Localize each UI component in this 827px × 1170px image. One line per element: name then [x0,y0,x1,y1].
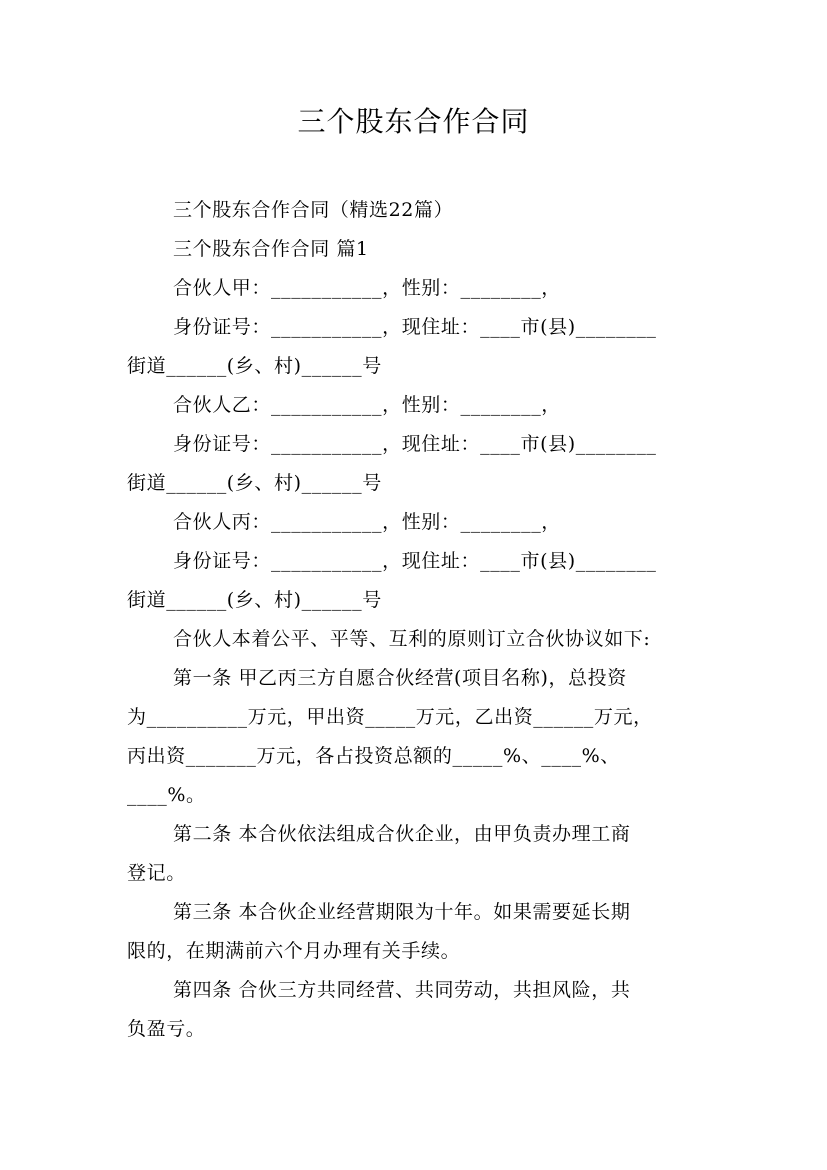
document-title: 三个股东合作合同 [297,105,530,138]
article-4-line-2: 负盈亏。 [127,1018,206,1040]
section-heading: 三个股东合作合同 篇1 [173,238,369,260]
article-1-line-3: 丙出资_______万元，各占投资总额的_____%、____%、 [127,745,620,767]
article-1-line-1: 第一条 甲乙丙三方自愿合伙经营(项目名称)，总投资 [173,667,627,689]
subtitle-line: 三个股东合作合同（精选22篇） [173,199,454,221]
article-4-line-1: 第四条 合伙三方共同经营、共同劳动，共担风险，共 [173,979,631,1001]
article-1-line-4: ____%。 [127,784,206,806]
partner-c-street-line: 街道______(乡、村)______号 [127,589,382,611]
partner-c-id-line: 身份证号：___________，现住址：____市(县)________ [173,550,657,572]
article-1-line-2: 为__________万元，甲出资_____万元，乙出资______万元， [127,706,653,728]
article-3-line-2: 限的，在期满前六个月办理有关手续。 [127,940,461,962]
article-2-line-1: 第二条 本合伙依法组成合伙企业，由甲负责办理工商 [173,823,631,845]
agreement-intro-line: 合伙人本着公平、平等、互利的原则订立合伙协议如下: [173,628,651,650]
partner-b-street-line: 街道______(乡、村)______号 [127,472,382,494]
partner-c-line: 合伙人丙：___________，性别：________， [173,511,561,533]
partner-b-line: 合伙人乙：___________，性别：________， [173,394,561,416]
partner-b-id-line: 身份证号：___________，现住址：____市(县)________ [173,433,657,455]
partner-a-id-line: 身份证号：___________，现住址：____市(县)________ [173,316,657,338]
partner-a-street-line: 街道______(乡、村)______号 [127,355,382,377]
partner-a-line: 合伙人甲：___________，性别：________， [173,277,561,299]
article-3-line-1: 第三条 本合伙企业经营期限为十年。如果需要延长期 [173,901,631,923]
article-2-line-2: 登记。 [127,862,186,884]
